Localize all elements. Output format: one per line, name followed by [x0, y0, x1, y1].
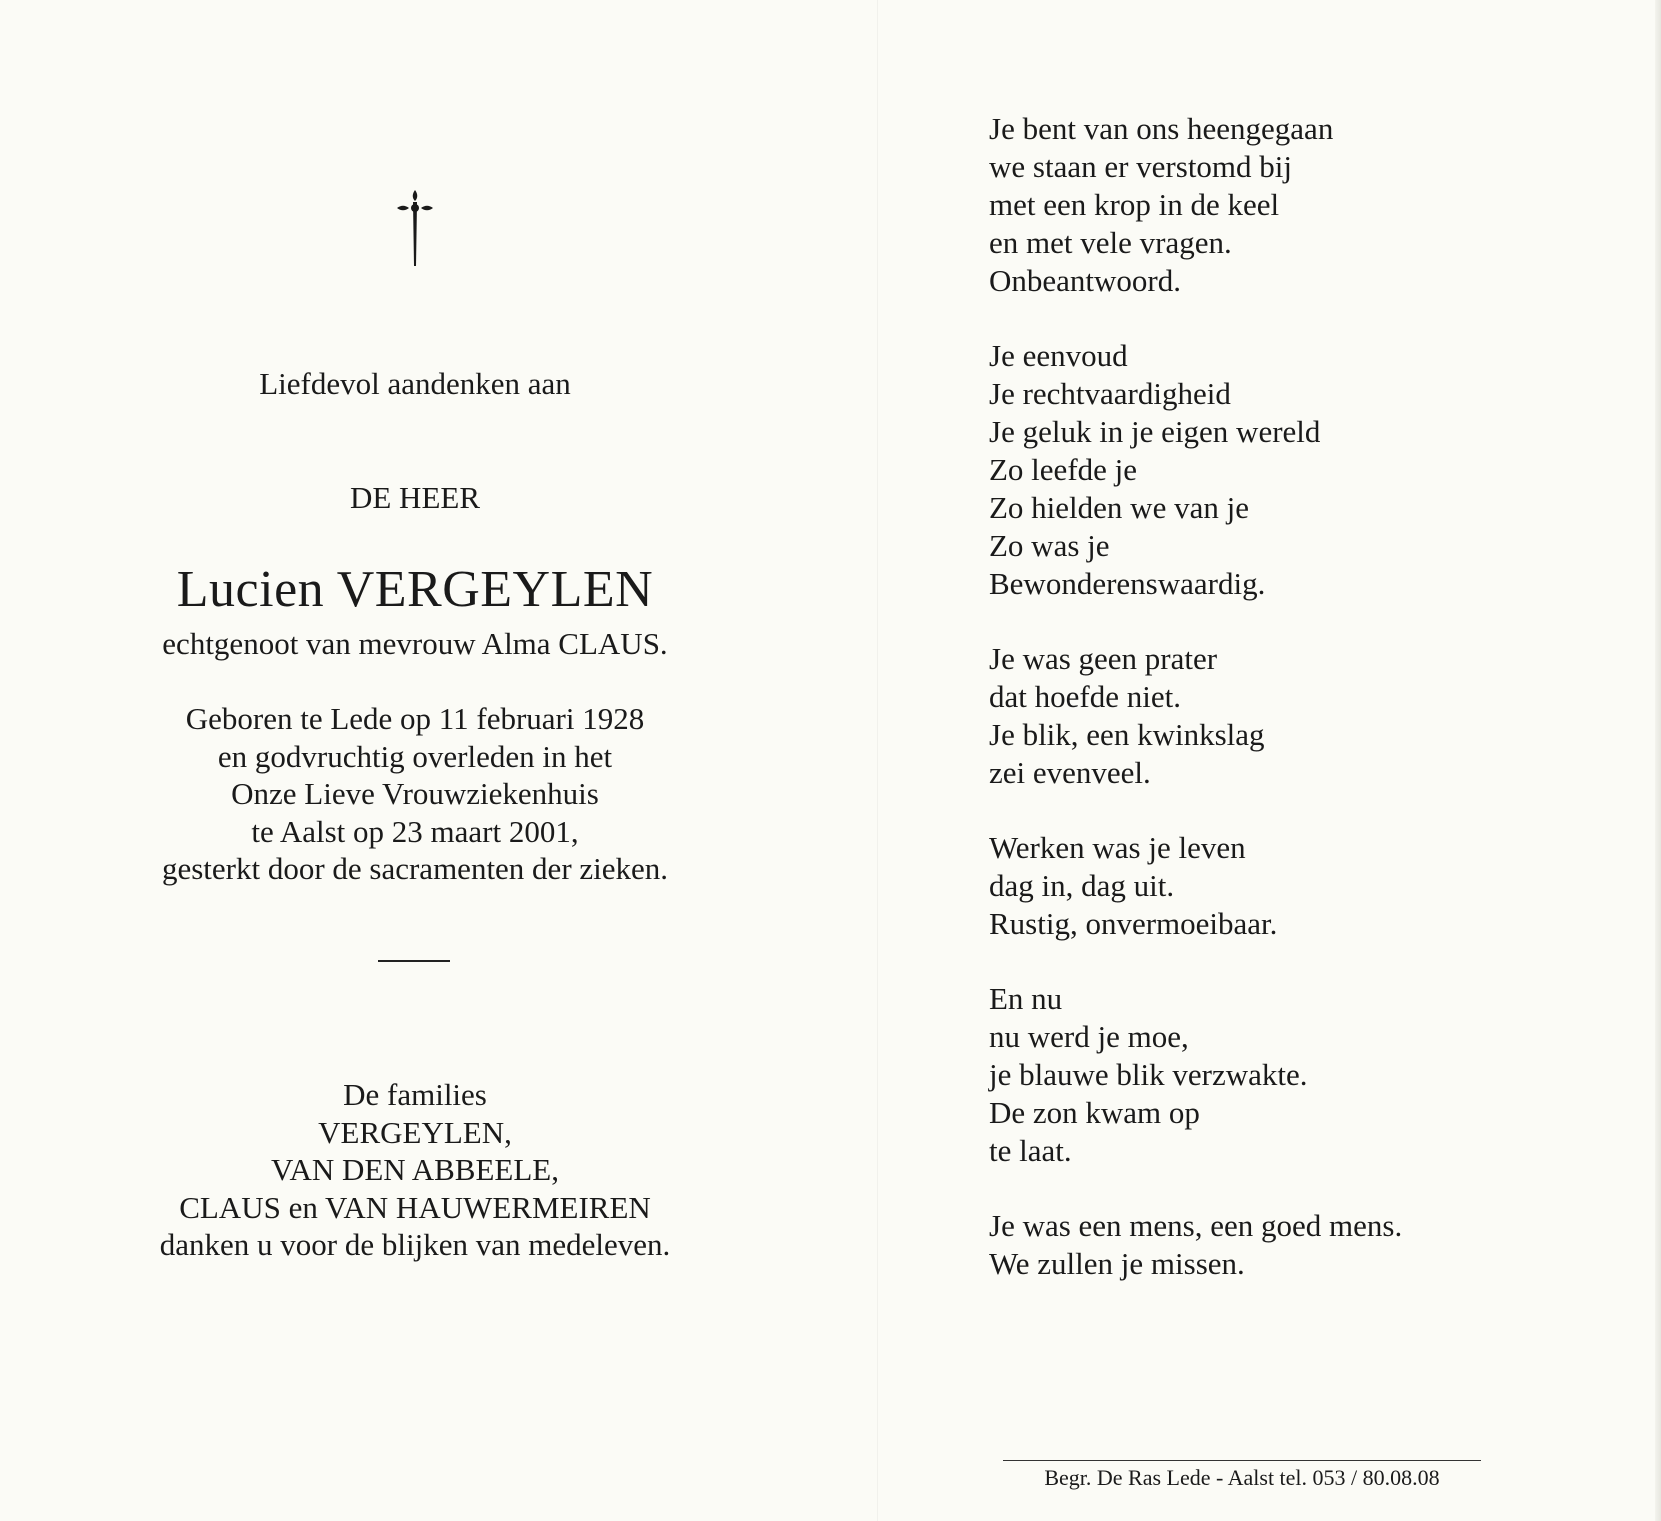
intro-text: Liefdevol aandenken aan: [259, 366, 571, 401]
poem-line: Je bent van ons heengegaan: [989, 111, 1334, 146]
detail-line: gesterkt door de sacramenten der zieken.: [161, 851, 669, 886]
poem-line: we staan er verstomd bij: [989, 149, 1293, 184]
poem-line: met een krop in de keel: [989, 187, 1280, 222]
thanks-line: CLAUS en VAN HAUWERMEIREN: [179, 1189, 651, 1225]
divider: [378, 960, 450, 962]
poem-stanza: [989, 640, 1589, 792]
poem-line: dag in, dag uit.: [989, 868, 1175, 903]
cross-icon: [395, 188, 435, 268]
poem-line: Je rechtvaardigheid: [989, 376, 1231, 411]
poem-line: We zullen je missen.: [989, 1246, 1245, 1281]
card-edge: [1655, 0, 1661, 1521]
poem-line: Rustig, onvermoeibaar.: [989, 906, 1278, 941]
poem-line: en met vele vragen.: [989, 225, 1232, 260]
poem-line: te laat.: [989, 1133, 1072, 1168]
poem-line: dat hoefde niet.: [989, 679, 1181, 714]
detail-line: Geboren te Lede op 11 februari 1928: [185, 701, 645, 736]
poem-stanza: [989, 110, 1589, 300]
poem-line: je blauwe blik verzwakte.: [989, 1057, 1308, 1092]
poem-line: Je blik, een kwinkslag: [989, 717, 1265, 752]
left-panel: [0, 0, 830, 1521]
poem-line: Werken was je leven: [989, 830, 1246, 865]
poem-line: zei evenveel.: [989, 755, 1151, 790]
spouse-text: echtgenoot van mevrouw Alma CLAUS.: [162, 626, 668, 661]
poem-line: Je eenvoud: [989, 338, 1128, 373]
poem-line: Zo leefde je: [989, 452, 1138, 487]
printer-credit: Begr. De Ras Lede - Aalst tel. 053 / 80.08.08: [1044, 1465, 1440, 1490]
poem-line: Je was een mens, een goed mens.: [989, 1208, 1403, 1243]
printer-rule: [1003, 1460, 1481, 1461]
fold-line: [877, 0, 878, 1521]
detail-line: te Aalst op 23 maart 2001,: [251, 813, 579, 849]
poem-line: nu werd je moe,: [989, 1019, 1189, 1054]
thanks-line: De families: [343, 1077, 487, 1112]
deceased-name: Lucien VERGEYLEN: [176, 561, 654, 618]
poem-stanza: [989, 1207, 1589, 1283]
poem-line: Zo hielden we van je: [989, 490, 1249, 525]
poem: [989, 110, 1589, 1320]
detail-line: Onze Lieve Vrouwziekenhuis: [231, 776, 599, 811]
poem-line: En nu: [989, 981, 1063, 1016]
poem-stanza: [989, 829, 1589, 943]
thanks-line: VAN DEN ABBEELE,: [271, 1152, 559, 1187]
thanks-line: VERGEYLEN,: [318, 1114, 512, 1150]
poem-stanza: [989, 980, 1589, 1170]
poem-line: Zo was je: [989, 528, 1110, 563]
life-details: [0, 700, 830, 888]
poem-line: Je was geen prater: [989, 641, 1218, 676]
honorific: DE HEER: [349, 480, 480, 515]
poem-line: De zon kwam op: [989, 1095, 1200, 1130]
poem-line: Je geluk in je eigen wereld: [989, 414, 1321, 449]
poem-line: Onbeantwoord.: [989, 263, 1181, 298]
poem-line: Bewonderenswaardig.: [989, 566, 1266, 601]
family-thanks: [0, 1076, 830, 1264]
detail-line: en godvruchtig overleden in het: [217, 738, 613, 774]
poem-stanza: [989, 337, 1589, 603]
thanks-line: danken u voor de blijken van medeleven.: [159, 1227, 671, 1262]
